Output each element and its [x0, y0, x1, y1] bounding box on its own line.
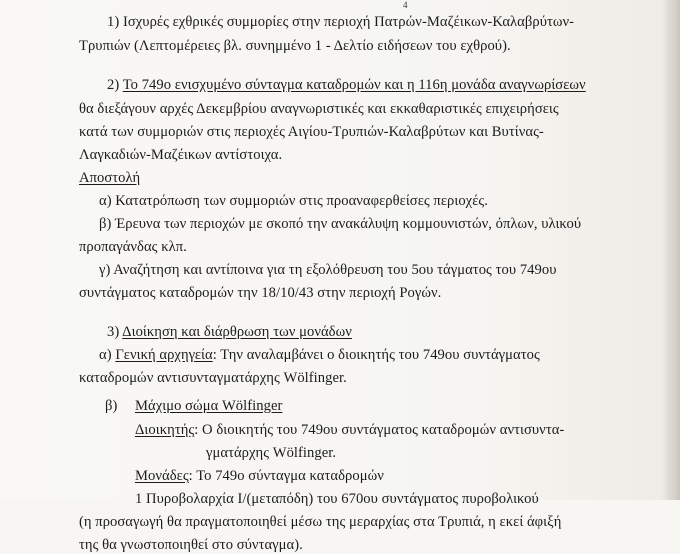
commander-line: [135, 421, 564, 439]
item1-line1: 1) Ισχυρές εχθρικές συμμορίες στην περιοχή Πατρών-Μαζέικων-Καλαβρύτων-: [107, 14, 575, 30]
combat-group-label: Μάχιμο σώμα Wölfinger: [135, 398, 283, 414]
units-line: [135, 467, 384, 485]
mission-heading: Αποστολή: [79, 170, 141, 186]
units-label: Μονάδες: [135, 468, 189, 484]
item3-heading-line: [107, 323, 352, 341]
general-command-text: : Την αναλαμβάνει ο διοικητής του 749ου συντάγματος: [212, 347, 540, 363]
general-command-line2: καταδρομών αντισυνταγματάρχης Wölfinger.: [79, 370, 347, 386]
item2-line2: θα διεξάγουν αρχές Δεκεμβρίου αναγνωριστικές και εκκαθαριστικές επιχειρήσεις: [79, 101, 559, 117]
commander-line2: γματάρχης Wölfinger.: [206, 445, 337, 461]
item3-number: 3): [107, 324, 120, 340]
general-command-line: [99, 346, 540, 364]
units-text: : Το 749ο σύνταγμα καταδρομών: [188, 468, 384, 484]
units-line4: της θα γνωστοποιηθεί στο σύνταγμα).: [79, 537, 303, 553]
commander-label: Διοικητής: [135, 422, 195, 438]
page-edge-shadow: [664, 0, 680, 500]
mission-item-c-line2: συντάγματος καταδρομών την 18/10/43 στην περιοχή Ρογών.: [79, 285, 442, 301]
units-line3: (η προσαγωγή θα πραγματοποιηθεί μέσω της μεραρχίας στα Τρυπιά, η εκεί άφιξή: [79, 514, 562, 530]
commander-text: : Ο διοικητής του 749ου συντάγματος καταδρομών αντισυντα-: [194, 422, 565, 438]
item2-heading: Το 749ο ενισχυμένο σύνταγμα καταδρομών και η 116η μονάδα αναγνωρίσεων: [122, 77, 586, 93]
general-command-prefix: α): [99, 347, 112, 363]
item1-line2: Τρυπιών (Λεπτομέρειες βλ. συνημμένο 1 - Δελτίο ειδήσεων του εχθρού).: [79, 38, 511, 54]
item2-line3: κατά των συμμοριών στις περιοχές Αιγίου-Τρυπιών-Καλαβρύτων και Βυτίνας-: [79, 124, 544, 140]
item2-heading-line: [107, 76, 586, 94]
mission-item-b-line1: β) Έρευνα των περιοχών με σκοπό την ανακάλυψη κομμουνιστών, όπλων, υλικού: [99, 216, 582, 232]
units-line2: 1 Πυροβολαρχία Ι/(μεταπόδη) του 670ου συντάγματος πυροβολικού: [135, 491, 539, 507]
page-mark: 4: [403, 0, 408, 10]
mission-item-c-line1: γ) Αναζήτηση και αντίποινα για τη εξολόθρευση του 5ου τάγματος του 749ου: [99, 262, 557, 278]
combat-group-prefix: β): [105, 398, 118, 414]
mission-item-a: α) Κατατρόπωση των συμμοριών στις προαναφερθείσες περιοχές.: [99, 193, 488, 209]
item2-line4: Λαγκαδιών-Μαζέικων αντίστοιχα.: [79, 147, 283, 163]
item3-heading: Διοίκηση και διάρθρωση των μονάδων: [122, 324, 352, 340]
item2-number: 2): [107, 77, 120, 93]
general-command-label: Γενική αρχηγεία: [115, 347, 213, 363]
mission-item-b-line2: προπαγάνδας κλπ.: [79, 239, 187, 255]
